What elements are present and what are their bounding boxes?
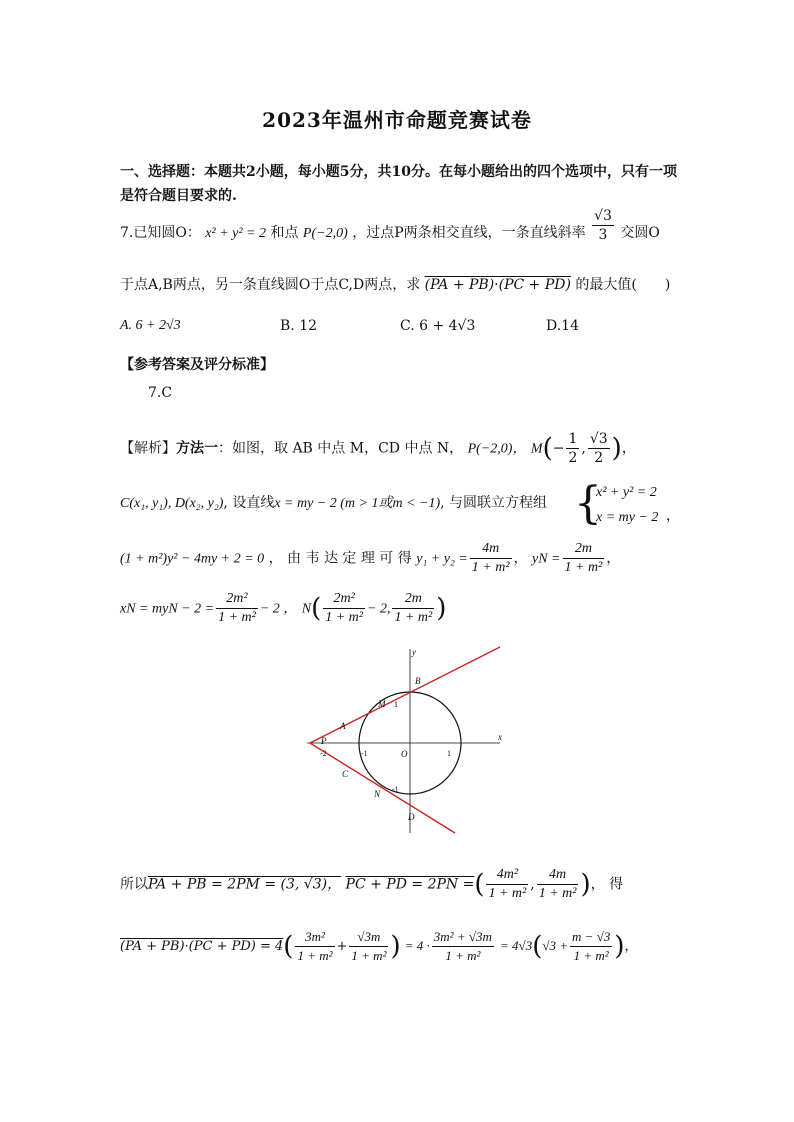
v-y-den: 1 + m²: [538, 886, 577, 901]
g1-den: 1 + m²: [297, 948, 333, 963]
axis-x-label: x: [498, 732, 502, 742]
label-d: D: [408, 812, 415, 822]
solution-intro: ：如图，取 AB 中点 M，CD 中点 N，: [218, 440, 464, 457]
m-y-fraction: [588, 430, 610, 467]
option-d: D.14: [546, 318, 579, 334]
m-x-num: 1: [568, 431, 578, 447]
solution-point-p: P(−2,0)，: [467, 441, 527, 457]
problem-text-1: ，过点P两条相交直线，一条直线斜率: [352, 225, 586, 241]
label-a: A: [340, 721, 346, 731]
solution-line-6: (PA + PB)·(PC + PD) = 4( $\frac{\text{3m²}}{\text{1 + m²}}$ + $\frac{√3m}{\text{1 + m²}}$ ) = 4 · $\frac{\text{3m² + √3m}}{\text{1 + m²}}$ = 4√3(√3 + $\frac{m - √3}{\text{1 + m²}}$ )，: [120, 929, 638, 963]
f1-num: 4m: [470, 540, 512, 559]
solution-line-4: xN = myN − 2 = $\frac{\text{2m²}}{\text{1 + m²}}$ − 2 ， N( $\frac{\text{2m²}}{\text{1 + m²}}$ − 2, $\frac{2m}{\text{1 + m²}}$ ): [120, 591, 447, 625]
n-y-num: 2m: [392, 590, 434, 609]
f2-num: 2m: [563, 540, 605, 559]
solution-line-5: 所以PA + PB = 2PM = (3, √3)， PC + PD = 2PN =( $\frac{\text{4m²}}{\text{1 + m²}}$ , $\frac{4m}{\text{1 + m²}}$ )， 得: [120, 867, 624, 901]
n-x-fraction: [323, 590, 365, 627]
f1-den: 1 + m²: [471, 560, 510, 575]
line-equation: x = my − 2 (m > 1或m < −1): [274, 496, 441, 511]
cd-coords: C(x₁, y₁), D(x₂, y₂): [120, 496, 224, 511]
problem-text-2: 于点A,B两点，另一条直线圆O于点C,D两点，求: [120, 277, 421, 293]
option-b: B. 12: [280, 318, 318, 334]
v-x-num: 4m²: [486, 866, 528, 885]
g3-fraction: [432, 928, 494, 965]
vieta-text: ， 由 韦 达 定 理 可 得: [268, 550, 412, 567]
line6-text-c: = 4√3: [500, 938, 533, 953]
line5-text-d: ， 得: [590, 876, 624, 893]
axis-y-label: y: [412, 647, 416, 657]
y-sum: y₁ + y₂ =: [416, 551, 468, 567]
g1-num: 3m²: [295, 928, 334, 947]
label-n: N: [374, 789, 381, 799]
tick-1-y: 1: [394, 700, 398, 709]
slope-fraction: [592, 207, 614, 244]
g4-num: m − √3: [570, 928, 612, 947]
option-c: C. 6 + 4√3: [400, 318, 476, 334]
v-y-num: 4m: [537, 866, 579, 885]
v-x-den: 1 + m²: [488, 886, 527, 901]
x-n: xN = myN − 2 =: [120, 601, 215, 617]
solution-line-1: 【解析】方法一：如图，取 AB 中点 M，CD 中点 N， P(−2,0)， M(− $\frac{1}{2}$ , $\frac{√3}{2}$ )，: [120, 431, 636, 466]
label-c: C: [342, 769, 349, 779]
g2-num: √3m: [349, 928, 388, 947]
dot-product: (PA + PB)·(PC + PD) = 4: [120, 939, 284, 954]
x-n-fraction: [216, 590, 258, 627]
m-y-num: √3: [589, 431, 608, 447]
f3-den: 1 + m²: [218, 610, 256, 625]
g4-den: 1 + m²: [573, 948, 609, 963]
red-line-ab: [310, 647, 500, 743]
slope-denominator: 3: [598, 226, 608, 243]
g2-fraction: [349, 928, 388, 965]
circle-equation: x² + y² = 2: [205, 226, 267, 241]
page: 2023年温州市命题竞赛试卷 一、选择题：本题共2小题，每小题5分，共10分。在每小题给出的四个选项中，只有一项是符合题目要求的. 7.已知圆O： x² + y² = 2 和点 P(−2,0) ，过点P两条相交直线，一条直线斜率 $\frac{√3}{3}$ 交圆O 于点A,B两点，另一条直线圆O于点C,D两点，求 (PA + PB)·(PC + PD) 的最大值( ) A. 6 + 2√3 B. 12 C. 6 + 4√3 D.14 【参考答案及评分标准】 7.C 【解析】方法一：如图，取 AB 中点 M，CD 中点 N， P(−2,0)， M(− $\frac{1}{2}$ , $\frac{√3}{2}$ )， C(x₁, y₁), D(x₂, y₂), 设直线x = my − 2 (m > 1或m < −1), 与圆联立方程组 { x² + y² = 2 x = my − 2 ， (1 + m²)y² − 4my + 2 = 0 ， 由 韦 达 定 理 可 得 y₁ + y₂ = $\frac{4m}{\text{1 + m²}}$ ， yN = $\frac{2m}{\text{1 + m²}}$ ， xN = myN − 2 = $\frac{\text{2m²}}{\text{1 + m²}}$ − 2 ， N( $\frac{\text{2m²}}{\text{1 + m²}}$ − 2, $\frac{2m}{\text{1 + m²}}$ ) x y A B C D M N P O -2 -1 1 1 -1 所以PA + PB = 2PM = (3, √3)， PC + PD = 2PN =( $\frac{\text{4m²}}{\text{1 + m²}}$ , $\frac{4m}{\text{1 + m²}}$ )， 得 (PA + PB)·(PC + PD) = 4( $\frac{\text{3m²}}{\text{1 + m²}}$ + $\frac{√3m}{\text{1 + m²}}$ ) = 4 · $\frac{\text{3m² + √3m}}{\text{1 + m²}}$ = 4√3(√3 + $\frac{m - √3}{\text{1 + m²}}$ )，: [0, 0, 794, 1122]
f2-den: 1 + m²: [564, 560, 603, 575]
page-title: 2023年温州市命题竞赛试卷: [262, 108, 532, 132]
label-b: B: [415, 676, 421, 686]
line4-text-b: − 2 ，: [259, 601, 298, 617]
problem-text-1b: 交圆O: [620, 225, 660, 241]
n-x-num: 2m²: [323, 590, 365, 609]
y-sum-fraction: [470, 540, 512, 577]
point-m-label: M: [530, 441, 543, 457]
line5-text-a: 所以: [120, 876, 148, 893]
g4-prefix: √3 +: [542, 938, 569, 953]
solution-line-2: [120, 492, 547, 512]
m-y-den: 2: [594, 450, 604, 466]
tick-neg1-y: -1: [392, 785, 399, 794]
vector-expression: (PA + PB)·(PC + PD): [424, 277, 571, 293]
line2-text-d: , 与圆联立方程组: [440, 495, 548, 511]
n-mid: − 2,: [367, 601, 391, 617]
line6-text-b: = 4 ·: [404, 938, 430, 953]
system-eq-1: x² + y² = 2: [596, 485, 657, 500]
and-point-text: 和点: [270, 225, 299, 241]
problem-line-2: [120, 274, 670, 294]
line6-end: ，: [624, 939, 638, 954]
slope-numerator: √3: [594, 207, 612, 224]
point-n-label: N: [301, 601, 312, 617]
v-x-fraction: [486, 866, 528, 903]
label-p: P: [321, 736, 327, 746]
n-x-den: 1 + m²: [325, 610, 363, 625]
system-eq-2: x = my − 2: [596, 510, 659, 525]
tick-neg1-x: -1: [361, 749, 368, 758]
g4-fraction: [570, 928, 612, 965]
y-n: yN =: [532, 551, 561, 567]
section-header: 一、选择题：本题共2小题，每小题5分，共10分。在每小题给出的四个选项中，只有一项是符合题目要求的.: [120, 164, 677, 204]
answer-header: 【参考答案及评分标准】: [120, 357, 274, 373]
v-y-fraction: [537, 866, 579, 903]
label-m: M: [378, 699, 386, 709]
point-p: P(−2,0): [302, 226, 348, 241]
n-y-den: 1 + m²: [394, 610, 433, 625]
m-x-fraction: [566, 430, 579, 467]
label-o: O: [401, 749, 408, 759]
vector-sum-ab: PA + PB = 2PM = (3, √3)，: [148, 876, 342, 893]
g3-num: 3m² + √3m: [432, 928, 494, 947]
g2-den: 1 + m²: [351, 948, 387, 963]
f3-num: 2m²: [216, 590, 258, 609]
geometry-figure: [305, 643, 505, 843]
tick-neg2: -2: [320, 749, 327, 758]
solution-line-3: (1 + m²)y² − 4my + 2 = 0 ， 由 韦 达 定 理 可 得 y₁ + y₂ = $\frac{4m}{\text{1 + m²}}$ ， yN = $\frac{2m}{\text{1 + m²}}$ ，: [120, 541, 621, 575]
g3-den: 1 + m²: [445, 948, 481, 963]
problem-line-1: [120, 207, 660, 244]
problem-prefix: 7.已知圆O：: [120, 225, 201, 241]
m-x-den: 2: [568, 450, 578, 466]
option-a: A. 6 + 2√3: [120, 318, 181, 333]
vector-sum-cd: PC + PD = 2PN =: [345, 876, 475, 893]
equation-system: [596, 480, 658, 530]
g1-fraction: [295, 928, 334, 965]
problem-text-2b: 的最大值( ): [575, 277, 671, 293]
system-brace: {: [574, 478, 602, 529]
quadratic: (1 + m²)y² − 4my + 2 = 0: [120, 551, 265, 567]
line2-text-b: , 设直线: [223, 495, 275, 511]
n-y-fraction: [392, 590, 434, 627]
solution-label: 【解析】: [120, 440, 176, 457]
solution-method: 方法一: [176, 440, 218, 457]
tick-1-x: 1: [447, 749, 451, 758]
y-n-fraction: [563, 540, 605, 577]
answer: 7.C: [148, 385, 173, 401]
